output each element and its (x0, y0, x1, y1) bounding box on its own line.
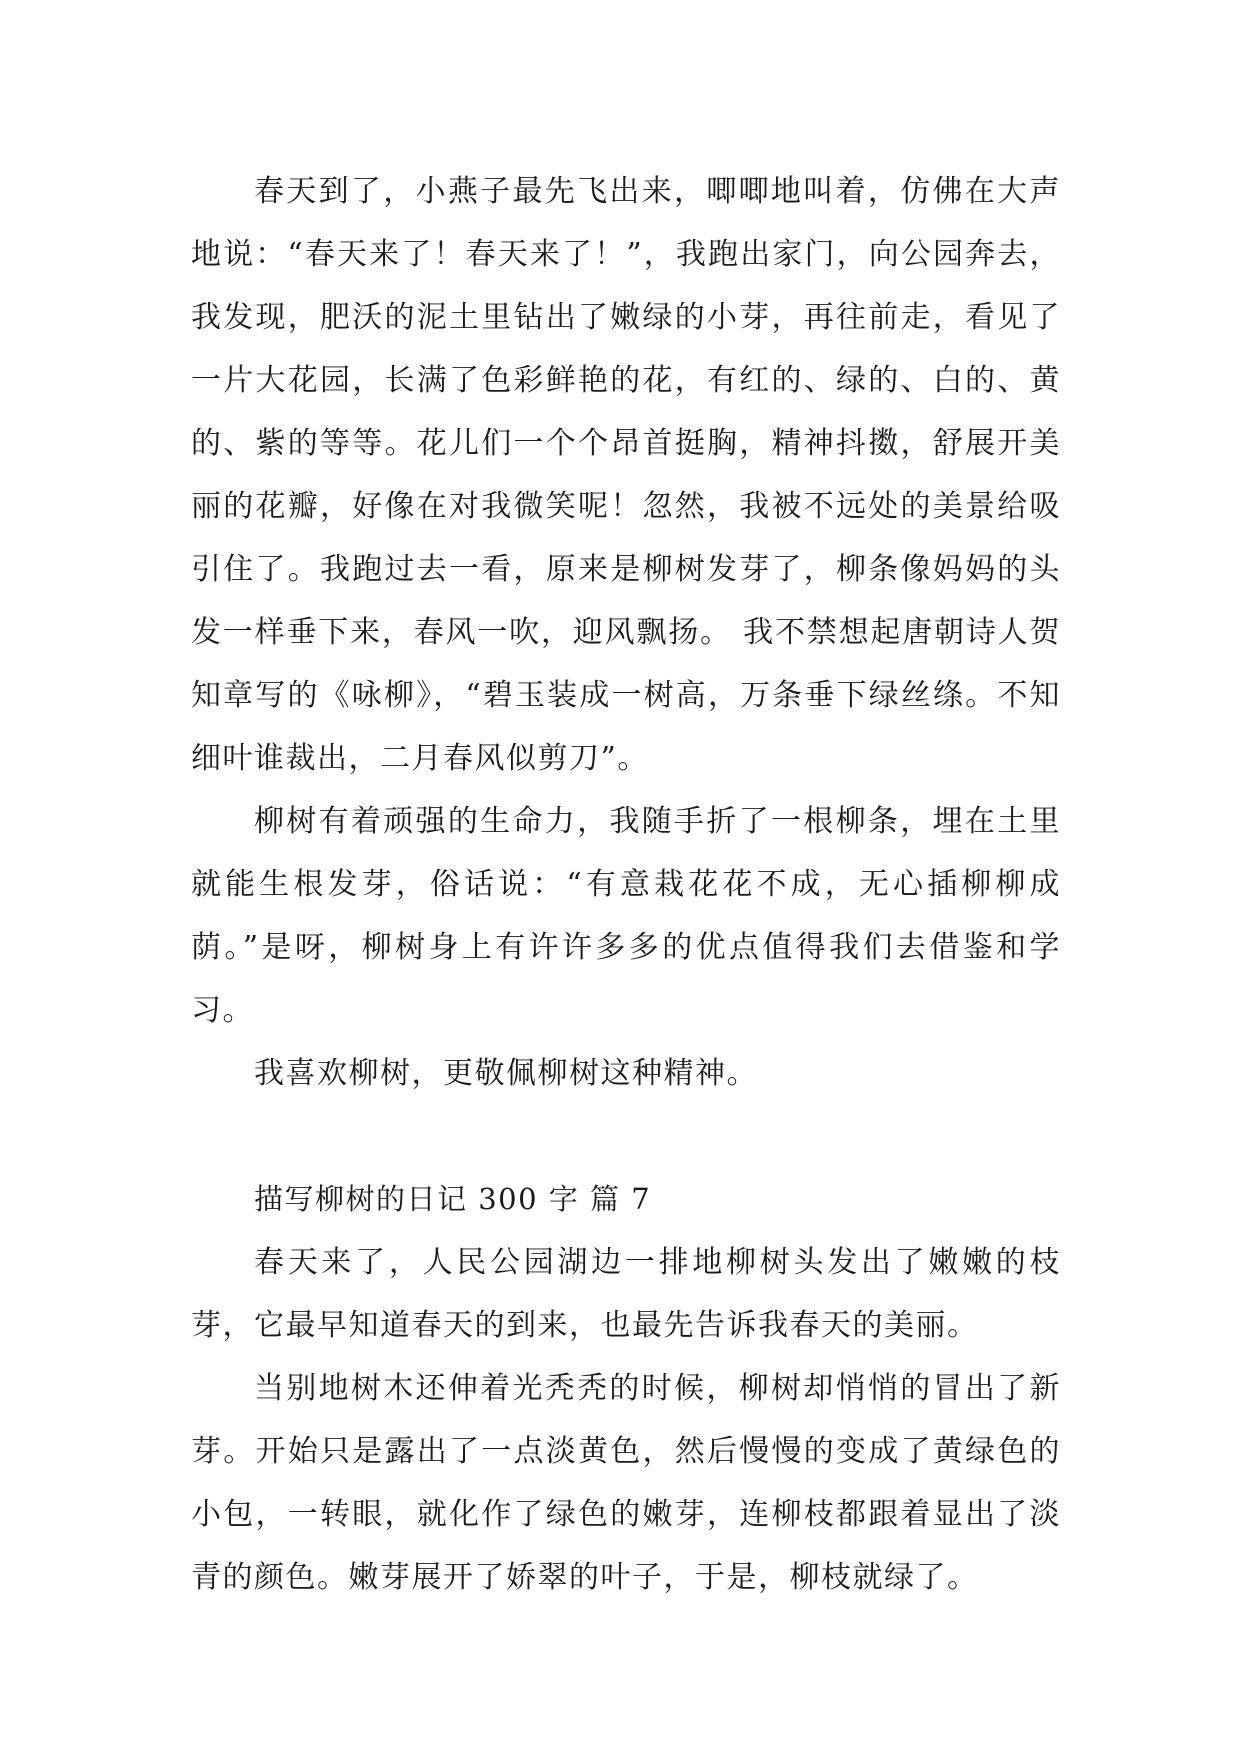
paragraph-spring-swallows: 春天到了，小燕子最先飞出来，唧唧地叫着，仿佛在大声地说：“春天来了！春天来了！”，我跑出家门，向公园奔去，我发现，肥沃的泥土里钻出了嫩绿的小芽，再往前走，看见了一片大花园，长满了色彩鲜艳的花，有红的、绿的、白的、黄的、紫的等等。花儿们一个个昂首挺胸，精神抖擞，舒展开美丽的花瓣，好像在对我微笑呢！忽然，我被不远处的美景给吸引住了。我跑过去一看，原来是柳树发芽了，柳条像妈妈的头发一样垂下来，春风一吹，迎风飘扬。 我不禁想起唐朝诗人贺知章写的《咏柳》，“碧玉装成一树高，万条垂下绿丝绦。不知细叶谁裁出，二月春风似剪刀”。 (191, 174, 1061, 776)
paragraph-willow-vitality: 柳树有着顽强的生命力，我随手折了一根柳条，埋在土里就能生根发芽，俗话说：“有意栽花花不成，无心插柳柳成荫。”是呀，柳树身上有许许多多的优点值得我们去借鉴和学习。 (191, 804, 1061, 1028)
section-spacer (191, 1105, 1061, 1168)
document-body (191, 160, 1061, 1609)
paragraph-love-willow: 我喜欢柳树，更敬佩柳树这种精神。 (254, 1056, 758, 1091)
paragraph-willow-buds: 春天来了，人民公园湖边一排地柳树头发出了嫩嫩的枝芽，它最早知道春天的到来，也最先告诉我春天的美丽。 (191, 1245, 1061, 1343)
paragraph-new-shoots: 当别地树木还伸着光秃秃的时候，柳树却悄悄的冒出了新芽。开始只是露出了一点淡黄色，然后慢慢的变成了黄绿色的小包，一转眼，就化作了绿色的嫩芽，连柳枝都跟着显出了淡青的颜色。嫩芽展开了娇翠的叶子，于是，柳枝就绿了。 (191, 1371, 1061, 1595)
section-heading: 描写柳树的日记 300 字 篇 7 (254, 1182, 652, 1216)
